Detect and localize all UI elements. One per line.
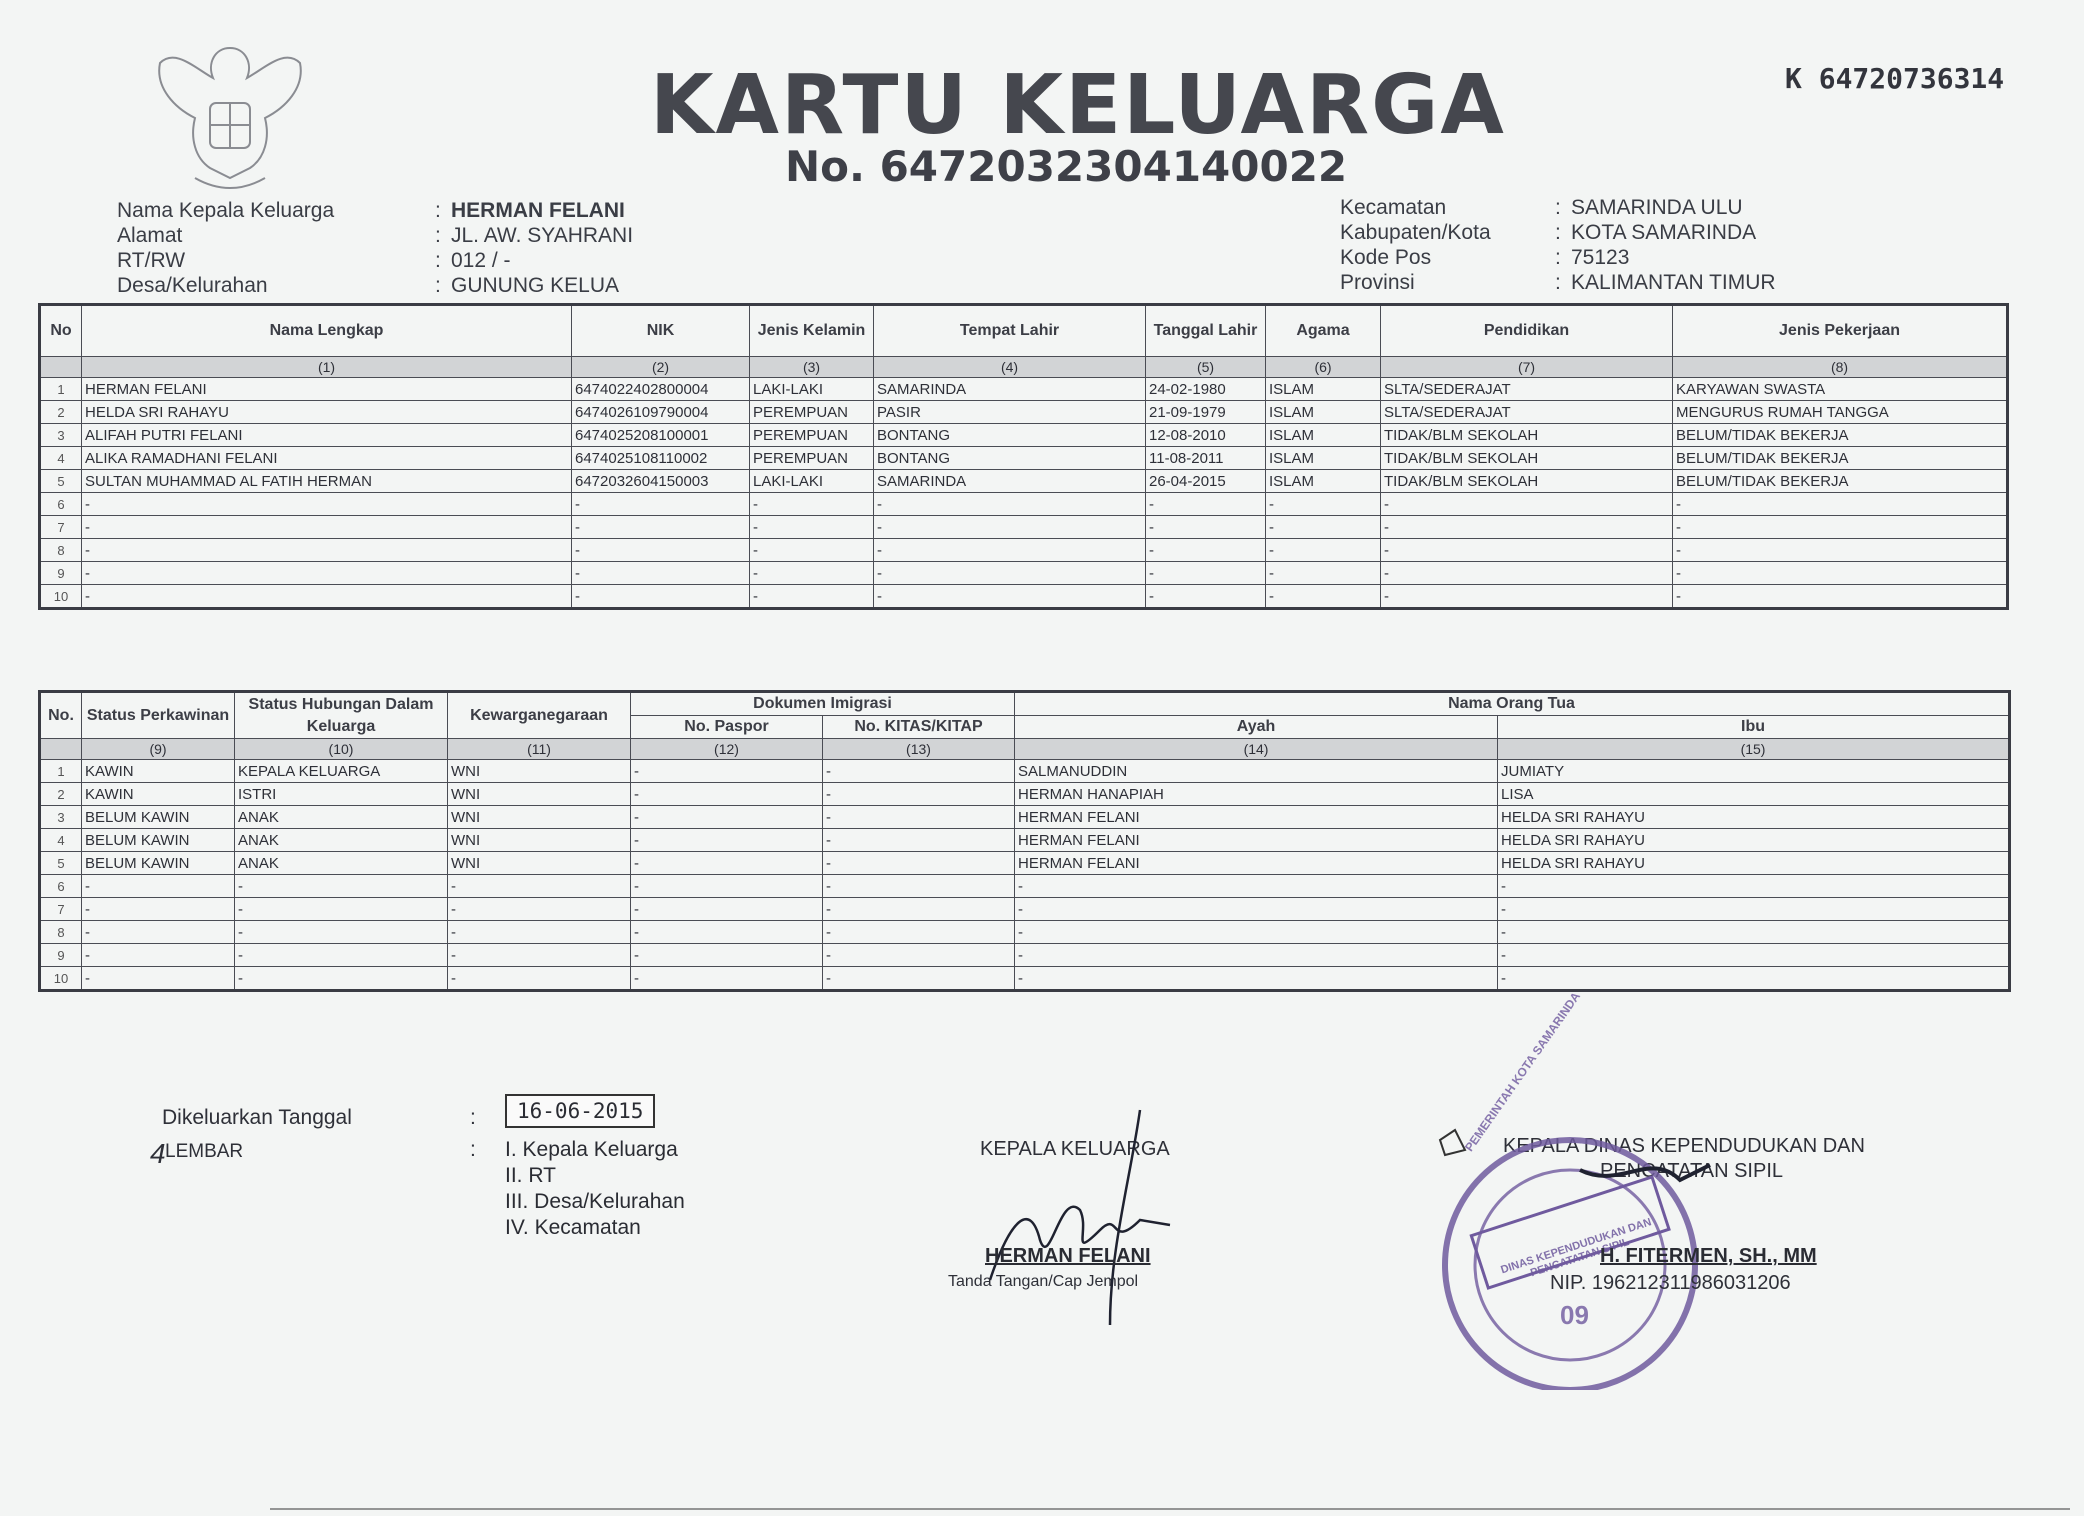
table-cell: - bbox=[823, 921, 1015, 944]
table-cell: 24-02-1980 bbox=[1146, 378, 1266, 401]
table-cell: KAWIN bbox=[82, 783, 235, 806]
table-row bbox=[40, 829, 2010, 852]
table-row bbox=[40, 806, 2010, 829]
table-cell: - bbox=[235, 875, 448, 898]
table-cell: - bbox=[572, 562, 750, 585]
table-cell: HERMAN FELANI bbox=[1015, 806, 1498, 829]
column-index: (2) bbox=[572, 357, 750, 378]
table-cell: - bbox=[631, 967, 823, 991]
table-cell: - bbox=[82, 539, 572, 562]
table-cell: - bbox=[448, 921, 631, 944]
table-cell: KAWIN bbox=[82, 760, 235, 783]
table-cell: 12-08-2010 bbox=[1146, 424, 1266, 447]
table-cell: 6474026109790004 bbox=[572, 401, 750, 424]
table-row bbox=[40, 967, 2010, 991]
table-cell: - bbox=[82, 898, 235, 921]
table-cell: - bbox=[1015, 921, 1498, 944]
table-cell: - bbox=[1381, 493, 1673, 516]
column-index: (14) bbox=[1015, 739, 1498, 760]
issued-date-label: Dikeluarkan Tanggal bbox=[162, 1106, 352, 1129]
column-index: (5) bbox=[1146, 357, 1266, 378]
table-cell: - bbox=[448, 967, 631, 991]
info-value: 012 / - bbox=[451, 249, 511, 272]
row-number: 6 bbox=[40, 875, 82, 898]
table-cell: SAMARINDA bbox=[874, 378, 1146, 401]
row-number: 8 bbox=[40, 539, 82, 562]
table-cell: - bbox=[1146, 493, 1266, 516]
table-cell: - bbox=[1673, 539, 2008, 562]
info-row: Desa/Kelurahan : GUNUNG KELUA bbox=[117, 274, 620, 297]
column-index bbox=[40, 739, 82, 760]
column-header: No. KITAS/KITAP bbox=[823, 716, 1015, 739]
table-cell: WNI bbox=[448, 852, 631, 875]
table-cell: LAKI-LAKI bbox=[750, 470, 874, 493]
table-row bbox=[40, 585, 2008, 609]
info-label: Kabupaten/Kota bbox=[1340, 221, 1491, 244]
table-cell: - bbox=[572, 493, 750, 516]
column-header: Status Hubungan Dalam Keluarga bbox=[235, 692, 448, 739]
kepala-signature-icon bbox=[970, 1100, 1200, 1330]
table-cell: - bbox=[1673, 493, 2008, 516]
family-status-table bbox=[38, 690, 2011, 992]
column-index: (12) bbox=[631, 739, 823, 760]
column-header: No. Paspor bbox=[631, 716, 823, 739]
row-number: 1 bbox=[40, 760, 82, 783]
column-index: (9) bbox=[82, 739, 235, 760]
table-cell: - bbox=[750, 539, 874, 562]
table-cell: - bbox=[1015, 898, 1498, 921]
table-cell: LAKI-LAKI bbox=[750, 378, 874, 401]
kepala-keluarga-title: KEPALA KELUARGA bbox=[980, 1138, 1170, 1160]
table-cell: - bbox=[631, 921, 823, 944]
table-cell: - bbox=[823, 944, 1015, 967]
table-cell: - bbox=[1015, 944, 1498, 967]
row-number: 9 bbox=[40, 944, 82, 967]
table-cell: - bbox=[82, 921, 235, 944]
table-cell: - bbox=[823, 967, 1015, 991]
table-row bbox=[40, 378, 2008, 401]
column-header: Ibu bbox=[1498, 716, 2010, 739]
table-cell: TIDAK/BLM SEKOLAH bbox=[1381, 447, 1673, 470]
table-cell: - bbox=[448, 898, 631, 921]
row-number: 8 bbox=[40, 921, 82, 944]
table-cell: SLTA/SEDERAJAT bbox=[1381, 378, 1673, 401]
column-header: Nama Orang Tua bbox=[1015, 692, 2010, 716]
table-cell: - bbox=[82, 967, 235, 991]
table-cell: HERMAN HANAPIAH bbox=[1015, 783, 1498, 806]
table-cell: HELDA SRI RAHAYU bbox=[1498, 806, 2010, 829]
dinas-title-line2: PENCATATAN SIPIL bbox=[1600, 1160, 1783, 1182]
table-row bbox=[40, 516, 2008, 539]
table-cell: - bbox=[1266, 585, 1381, 609]
row-number: 9 bbox=[40, 562, 82, 585]
column-header: Pendidikan bbox=[1381, 305, 1673, 357]
table-cell: - bbox=[631, 829, 823, 852]
table-cell: BELUM KAWIN bbox=[82, 806, 235, 829]
table-cell: 6472032604150003 bbox=[572, 470, 750, 493]
table-cell: - bbox=[82, 875, 235, 898]
table-cell: - bbox=[235, 898, 448, 921]
table-row bbox=[40, 470, 2008, 493]
table-cell: - bbox=[874, 562, 1146, 585]
table-cell: 26-04-2015 bbox=[1146, 470, 1266, 493]
row-number: 2 bbox=[40, 783, 82, 806]
kepala-keluarga-name: HERMAN FELANI bbox=[985, 1245, 1151, 1267]
info-row: Kecamatan : SAMARINDA ULU bbox=[1340, 196, 1743, 219]
table-row bbox=[40, 539, 2008, 562]
info-value: 75123 bbox=[1571, 246, 1630, 269]
table-cell: PEREMPUAN bbox=[750, 401, 874, 424]
table-cell: WNI bbox=[448, 783, 631, 806]
table-cell: ALIFAH PUTRI FELANI bbox=[82, 424, 572, 447]
table-cell: ISLAM bbox=[1266, 401, 1381, 424]
column-header: Jenis Pekerjaan bbox=[1673, 305, 2008, 357]
info-value: KOTA SAMARINDA bbox=[1571, 221, 1757, 244]
table-cell: - bbox=[631, 760, 823, 783]
table-cell: - bbox=[823, 806, 1015, 829]
table-cell: TIDAK/BLM SEKOLAH bbox=[1381, 424, 1673, 447]
column-index: (10) bbox=[235, 739, 448, 760]
table-row bbox=[40, 783, 2010, 806]
table-cell: - bbox=[82, 562, 572, 585]
table-cell: MENGURUS RUMAH TANGGA bbox=[1673, 401, 2008, 424]
table-cell: LISA bbox=[1498, 783, 2010, 806]
info-label: Nama Kepala Keluarga bbox=[117, 199, 335, 222]
table-cell: - bbox=[82, 944, 235, 967]
table-cell: - bbox=[1146, 539, 1266, 562]
table-cell: BONTANG bbox=[874, 424, 1146, 447]
info-label: Kode Pos bbox=[1340, 246, 1432, 269]
table-cell: - bbox=[1381, 562, 1673, 585]
table-cell: - bbox=[1146, 585, 1266, 609]
column-header: Agama bbox=[1266, 305, 1381, 357]
table-cell: HERMAN FELANI bbox=[82, 378, 572, 401]
table-cell: HELDA SRI RAHAYU bbox=[82, 401, 572, 424]
row-number: 3 bbox=[40, 424, 82, 447]
table-row bbox=[40, 944, 2010, 967]
table-cell: - bbox=[823, 852, 1015, 875]
table-cell: SALMANUDDIN bbox=[1015, 760, 1498, 783]
table-cell: - bbox=[874, 493, 1146, 516]
bottom-edge-line bbox=[270, 1508, 2070, 1510]
table-cell: - bbox=[631, 783, 823, 806]
table-cell: ANAK bbox=[235, 829, 448, 852]
table-cell: - bbox=[1015, 967, 1498, 991]
dinas-head-name: H. FITERMEN, SH., MM bbox=[1600, 1245, 1817, 1267]
table-cell: - bbox=[235, 967, 448, 991]
column-header: Jenis Kelamin bbox=[750, 305, 874, 357]
table-cell: - bbox=[448, 875, 631, 898]
column-index: (3) bbox=[750, 357, 874, 378]
table-cell: - bbox=[874, 539, 1146, 562]
table-cell: - bbox=[1381, 539, 1673, 562]
issued-date-colon: : bbox=[470, 1106, 476, 1129]
lembar-item: I. Kepala Keluarga bbox=[505, 1138, 678, 1161]
table-cell: PASIR bbox=[874, 401, 1146, 424]
table-cell: - bbox=[448, 944, 631, 967]
table-cell: 21-09-1979 bbox=[1146, 401, 1266, 424]
table-cell: TIDAK/BLM SEKOLAH bbox=[1381, 470, 1673, 493]
table-cell: - bbox=[82, 516, 572, 539]
table-cell: - bbox=[1146, 562, 1266, 585]
table-cell: KEPALA KELUARGA bbox=[235, 760, 448, 783]
column-header: NIK bbox=[572, 305, 750, 357]
info-label: Provinsi bbox=[1340, 271, 1415, 294]
column-header: No. bbox=[40, 692, 82, 739]
info-row: Kabupaten/Kota : KOTA SAMARINDA bbox=[1340, 221, 1757, 244]
column-index: (11) bbox=[448, 739, 631, 760]
table-cell: HELDA SRI RAHAYU bbox=[1498, 852, 2010, 875]
table-cell: HERMAN FELANI bbox=[1015, 852, 1498, 875]
table-cell: - bbox=[631, 898, 823, 921]
table-cell: - bbox=[1381, 585, 1673, 609]
table-cell: - bbox=[1673, 516, 2008, 539]
info-row: Provinsi : KALIMANTAN TIMUR bbox=[1340, 271, 1776, 294]
issued-date-value: 16-06-2015 bbox=[505, 1094, 655, 1128]
table-cell: - bbox=[82, 493, 572, 516]
table-cell: - bbox=[823, 875, 1015, 898]
table-cell: BELUM KAWIN bbox=[82, 852, 235, 875]
dinas-title-line1: KEPALA DINAS KEPENDUDUKAN DAN bbox=[1503, 1135, 1865, 1157]
table-header-row bbox=[40, 692, 2010, 716]
column-index: (4) bbox=[874, 357, 1146, 378]
column-header: Tempat Lahir bbox=[874, 305, 1146, 357]
document-title: KARTU KELUARGA bbox=[650, 58, 1506, 153]
table-cell: - bbox=[631, 875, 823, 898]
table-cell: HERMAN FELANI bbox=[1015, 829, 1498, 852]
table-cell: - bbox=[1015, 875, 1498, 898]
table-cell: ALIKA RAMADHANI FELANI bbox=[82, 447, 572, 470]
row-number: 5 bbox=[40, 470, 82, 493]
table-row bbox=[40, 921, 2010, 944]
table-cell: - bbox=[750, 493, 874, 516]
column-header: Ayah bbox=[1015, 716, 1498, 739]
table-cell: BELUM/TIDAK BEKERJA bbox=[1673, 447, 2008, 470]
table-cell: PEREMPUAN bbox=[750, 424, 874, 447]
table-cell: - bbox=[1266, 516, 1381, 539]
lembar-colon: : bbox=[470, 1138, 476, 1161]
table-cell: - bbox=[823, 829, 1015, 852]
table-cell: - bbox=[235, 944, 448, 967]
column-header: Kewarganegaraan bbox=[448, 692, 631, 739]
table-cell: - bbox=[631, 944, 823, 967]
table-cell: - bbox=[874, 585, 1146, 609]
table-cell: - bbox=[1266, 493, 1381, 516]
row-number: 7 bbox=[40, 898, 82, 921]
info-label: Kecamatan bbox=[1340, 196, 1447, 219]
column-index: (15) bbox=[1498, 739, 2010, 760]
info-label: Alamat bbox=[117, 224, 183, 247]
stamp-number: 09 bbox=[1560, 1300, 1589, 1330]
table-cell: - bbox=[750, 585, 874, 609]
lembar-item: IV. Kecamatan bbox=[505, 1216, 641, 1239]
table-cell: - bbox=[1381, 516, 1673, 539]
info-value: KALIMANTAN TIMUR bbox=[1571, 271, 1776, 294]
row-number: 7 bbox=[40, 516, 82, 539]
table-cell: 6474025208100001 bbox=[572, 424, 750, 447]
row-number: 2 bbox=[40, 401, 82, 424]
table-cell: SAMARINDA bbox=[874, 470, 1146, 493]
table-cell: ISLAM bbox=[1266, 424, 1381, 447]
table-row bbox=[40, 424, 2008, 447]
lembar-item: III. Desa/Kelurahan bbox=[505, 1190, 685, 1213]
table-row bbox=[40, 898, 2010, 921]
table-cell: PEREMPUAN bbox=[750, 447, 874, 470]
table-cell: SULTAN MUHAMMAD AL FATIH HERMAN bbox=[82, 470, 572, 493]
column-header: Status Perkawinan bbox=[82, 692, 235, 739]
table-row bbox=[40, 852, 2010, 875]
column-index: (1) bbox=[82, 357, 572, 378]
table-cell: - bbox=[631, 852, 823, 875]
table-cell: - bbox=[750, 562, 874, 585]
table-cell: BELUM/TIDAK BEKERJA bbox=[1673, 424, 2008, 447]
info-row: RT/RW : 012 / - bbox=[117, 249, 511, 272]
table-cell: - bbox=[823, 898, 1015, 921]
table-cell: - bbox=[1673, 585, 2008, 609]
row-number: 4 bbox=[40, 829, 82, 852]
table-cell: ANAK bbox=[235, 852, 448, 875]
table-cell: - bbox=[1673, 562, 2008, 585]
table-cell: - bbox=[572, 539, 750, 562]
column-index: (6) bbox=[1266, 357, 1381, 378]
info-row: Nama Kepala Keluarga : HERMAN FELANI bbox=[117, 199, 625, 222]
table-cell: BONTANG bbox=[874, 447, 1146, 470]
info-left bbox=[117, 198, 633, 298]
table-cell: - bbox=[823, 760, 1015, 783]
table-cell: - bbox=[1266, 539, 1381, 562]
table-row bbox=[40, 562, 2008, 585]
table-cell: - bbox=[1146, 516, 1266, 539]
table-cell: JUMIATY bbox=[1498, 760, 2010, 783]
column-header: No bbox=[40, 305, 82, 357]
column-index-row bbox=[40, 357, 2008, 378]
lembar-item: II. RT bbox=[505, 1164, 556, 1187]
table-cell: BELUM KAWIN bbox=[82, 829, 235, 852]
column-header: Tanggal Lahir bbox=[1146, 305, 1266, 357]
stamp-outer-text: PEMERINTAH KOTA SAMARINDA bbox=[1462, 989, 1584, 1155]
table-cell: HELDA SRI RAHAYU bbox=[1498, 829, 2010, 852]
family-members-table bbox=[38, 303, 2009, 610]
table-row bbox=[40, 401, 2008, 424]
row-number: 5 bbox=[40, 852, 82, 875]
table-cell: - bbox=[874, 516, 1146, 539]
kepala-keluarga-caption: Tanda Tangan/Cap Jempol bbox=[948, 1273, 1139, 1290]
table-cell: - bbox=[1498, 921, 2010, 944]
table-cell: - bbox=[631, 806, 823, 829]
info-right bbox=[1340, 195, 1776, 295]
kk-number: No. 6472032304140022 bbox=[785, 142, 1348, 191]
info-value: GUNUNG KELUA bbox=[451, 274, 620, 297]
info-value: SAMARINDA ULU bbox=[1571, 196, 1743, 219]
table-cell: - bbox=[572, 516, 750, 539]
column-index-row bbox=[40, 739, 2010, 760]
table-cell: WNI bbox=[448, 806, 631, 829]
info-label: Desa/Kelurahan bbox=[117, 274, 268, 297]
table-cell: - bbox=[82, 585, 572, 609]
row-number: 3 bbox=[40, 806, 82, 829]
table-cell: ISLAM bbox=[1266, 447, 1381, 470]
serial-number: K 64720736314 bbox=[1785, 62, 2005, 95]
table-cell: - bbox=[1266, 562, 1381, 585]
row-number: 10 bbox=[40, 967, 82, 991]
row-number: 6 bbox=[40, 493, 82, 516]
garuda-emblem-icon bbox=[135, 28, 325, 203]
table-cell: WNI bbox=[448, 760, 631, 783]
table-row bbox=[40, 875, 2010, 898]
table-row bbox=[40, 493, 2008, 516]
row-number: 4 bbox=[40, 447, 82, 470]
table-cell: ANAK bbox=[235, 806, 448, 829]
row-number: 1 bbox=[40, 378, 82, 401]
table-cell: - bbox=[235, 921, 448, 944]
row-number: 10 bbox=[40, 585, 82, 609]
table-cell: - bbox=[1498, 944, 2010, 967]
lembar-label: LEMBAR bbox=[165, 1141, 244, 1162]
lembar-handwritten-mark: 4 bbox=[150, 1138, 166, 1169]
table-cell: BELUM/TIDAK BEKERJA bbox=[1673, 470, 2008, 493]
table-cell: ISLAM bbox=[1266, 378, 1381, 401]
table-cell: WNI bbox=[448, 829, 631, 852]
lembar-list bbox=[505, 1137, 685, 1241]
info-row: Kode Pos : 75123 bbox=[1340, 246, 1630, 269]
table-cell: - bbox=[750, 516, 874, 539]
column-index bbox=[40, 357, 82, 378]
info-value: JL. AW. SYAHRANI bbox=[451, 224, 634, 247]
column-header: Nama Lengkap bbox=[82, 305, 572, 357]
table-row bbox=[40, 760, 2010, 783]
table-cell: - bbox=[823, 783, 1015, 806]
table-cell: ISTRI bbox=[235, 783, 448, 806]
column-index: (8) bbox=[1673, 357, 2008, 378]
table-cell: 6474022402800004 bbox=[572, 378, 750, 401]
table-cell: 6474025108110002 bbox=[572, 447, 750, 470]
column-index: (13) bbox=[823, 739, 1015, 760]
table-cell: - bbox=[572, 585, 750, 609]
table-cell: KARYAWAN SWASTA bbox=[1673, 378, 2008, 401]
info-row: Alamat : JL. AW. SYAHRANI bbox=[117, 224, 634, 247]
info-value: HERMAN FELANI bbox=[451, 199, 625, 222]
table-header-row bbox=[40, 305, 2008, 357]
table-cell: SLTA/SEDERAJAT bbox=[1381, 401, 1673, 424]
stamp-inner-text: DINAS KEPENDUDUKAN DAN PENCATATAN SIPIL bbox=[1499, 1216, 1653, 1280]
table-cell: - bbox=[1498, 875, 2010, 898]
table-row bbox=[40, 447, 2008, 470]
table-cell: ISLAM bbox=[1266, 470, 1381, 493]
table-cell: - bbox=[1498, 898, 2010, 921]
table-cell: 11-08-2011 bbox=[1146, 447, 1266, 470]
column-header: Dokumen Imigrasi bbox=[631, 692, 1015, 716]
dinas-head-nip: NIP. 196212311986031206 bbox=[1550, 1272, 1791, 1294]
table-cell: - bbox=[1498, 967, 2010, 991]
info-label: RT/RW bbox=[117, 249, 186, 272]
column-index: (7) bbox=[1381, 357, 1673, 378]
